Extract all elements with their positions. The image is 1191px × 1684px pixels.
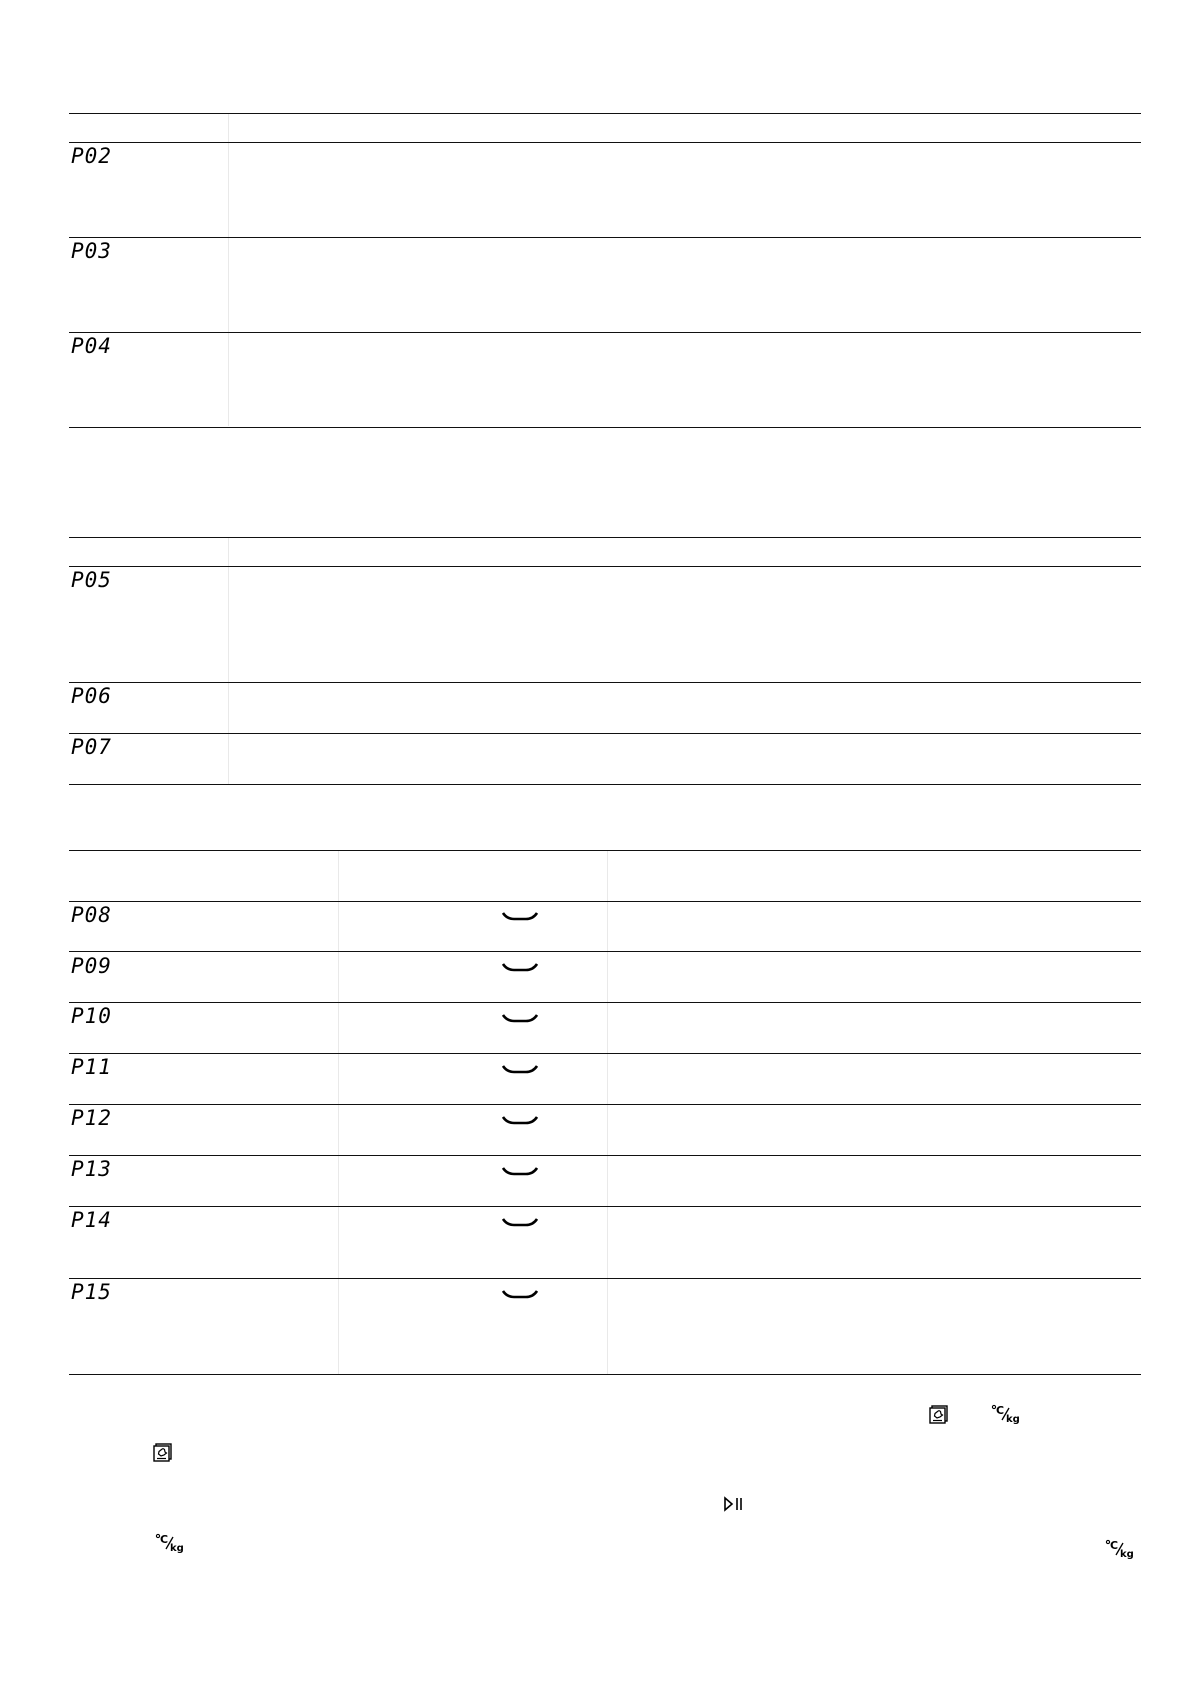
- svg-text:C: C: [160, 1533, 169, 1546]
- program-code-p06: P06: [71, 684, 112, 708]
- program-code-p14: P14: [71, 1208, 112, 1232]
- column-divider: [228, 114, 229, 426]
- stain-program-icon: [153, 1443, 173, 1463]
- tilde-icon: [502, 1062, 538, 1076]
- column-divider: [228, 538, 229, 784]
- program-code-p02: P02: [71, 144, 112, 168]
- program-code-p15: P15: [71, 1280, 112, 1304]
- tilde-icon: [502, 1164, 538, 1178]
- program-code-p08: P08: [71, 903, 112, 927]
- table-rule: [69, 142, 1141, 143]
- program-code-p05: P05: [71, 568, 112, 592]
- table-rule: [69, 113, 1141, 114]
- program-code-p13: P13: [71, 1157, 112, 1181]
- table-rule: [69, 237, 1141, 238]
- table-rule: [69, 1002, 1141, 1003]
- temperature-weight-icon: [155, 1533, 185, 1553]
- table-rule: [69, 427, 1141, 428]
- table-rule: [69, 566, 1141, 567]
- svg-text:kg: kg: [1120, 1549, 1134, 1559]
- stain-program-icon: [929, 1405, 949, 1425]
- tilde-icon: [502, 960, 538, 974]
- tilde-icon: [502, 1215, 538, 1229]
- program-code-p12: P12: [71, 1106, 112, 1130]
- table-rule: [69, 332, 1141, 333]
- temperature-weight-icon: [1105, 1539, 1135, 1559]
- table-rule: [69, 1053, 1141, 1054]
- program-code-p10: P10: [71, 1004, 112, 1028]
- program-code-p09: P09: [71, 954, 112, 978]
- table-rule: [69, 1206, 1141, 1207]
- table-rule: [69, 733, 1141, 734]
- column-divider: [338, 850, 339, 1375]
- program-code-p11: P11: [71, 1055, 112, 1079]
- table-rule: [69, 537, 1141, 538]
- tilde-icon: [502, 1011, 538, 1025]
- svg-text:C: C: [996, 1404, 1005, 1417]
- table-rule: [69, 1374, 1141, 1375]
- tilde-icon: [502, 1287, 538, 1301]
- table-rule: [69, 901, 1141, 902]
- table-rule: [69, 784, 1141, 785]
- program-code-p03: P03: [71, 239, 112, 263]
- program-code-p04: P04: [71, 334, 112, 358]
- tilde-icon: [502, 1113, 538, 1127]
- table-rule: [69, 682, 1141, 683]
- start-pause-icon: [723, 1496, 745, 1512]
- svg-text:C: C: [1110, 1539, 1119, 1552]
- table-rule: [69, 850, 1141, 851]
- program-code-p07: P07: [71, 735, 112, 759]
- svg-text:kg: kg: [1006, 1414, 1020, 1424]
- column-divider: [607, 850, 608, 1375]
- table-rule: [69, 1155, 1141, 1156]
- table-rule: [69, 1278, 1141, 1279]
- svg-text:kg: kg: [170, 1543, 184, 1553]
- tilde-icon: [502, 909, 538, 923]
- temperature-weight-icon: [991, 1404, 1021, 1424]
- table-rule: [69, 1104, 1141, 1105]
- table-rule: [69, 951, 1141, 952]
